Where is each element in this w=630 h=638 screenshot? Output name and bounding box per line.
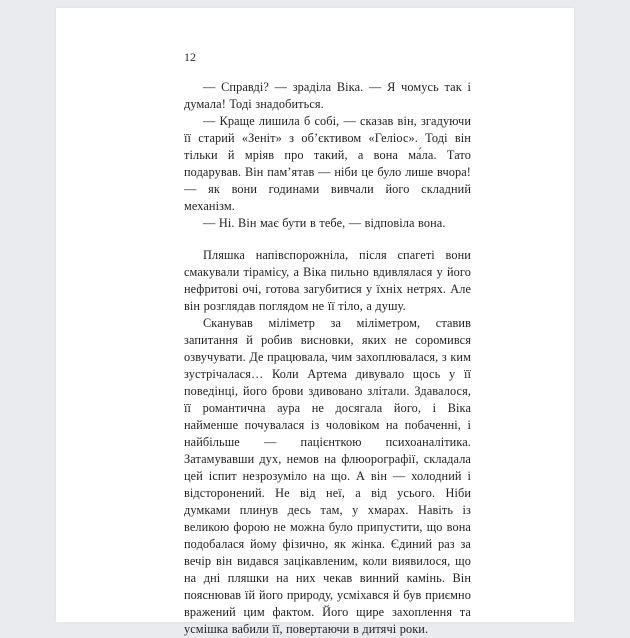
text-block — [184, 79, 471, 638]
paragraph: — Ні. Він має бути в тебе, — відповіла вона. — [203, 216, 446, 230]
page-number: 12 — [184, 50, 196, 64]
paragraph: Пляшка напівспорожніла, після спагеті вони смакували тірамісу, а Віка пильно вдивлялася у його нефритові очі, готова загубитися у їхніх нетрях. Але він розглядав поглядом не її тіло, а душу. — [184, 248, 471, 313]
paragraph: — Краще лишила б собі, — сказав він, згадуючи її старий «Зеніт» з об’єктивом «Геліос». Тоді він тільки й мріяв про такий, а вона ма́ла. Тато подарував. Він пам’ятав — ніби це було лише вчора! — як вони годинами вивчали його складний механізм. — [184, 114, 471, 213]
book-page — [56, 8, 574, 636]
paragraph: Сканував міліметр за міліметром, ставив запитання й робив висновки, яких не соромився озвучувати. Де працювала, чим захоплювалася, з ким зустрічалася… Коли Артема дивувало щось у її поведінці, його брови здивовано злітали. Здавалося, її романтична аура не досягала його, і Віка найменше почувалася із чоловіком на побаченні, і найбільше — пацієнткою психоаналітика. Затамувавши дух, немов на флюорографії, складала цей іспит незрозуміло на що. А він — холодний і відсторонений. Не від неї, а від усього. Ніби думками плинув десь там, у хмарах. Навіть із великою форою не можна було припустити, що вона подобалася йому фізично, як жінка. Єдиний раз за вечір він видався зацікавленим, коли виявилося, що на дні пляшки на них чекав винний камінь. Він пояснював їй його природу, усміхався й був приємно вражений цим фактом. Його щире захоплення та усмішка вабили її, повертаючи в дитячі роки. — [184, 316, 471, 636]
paragraph: — Справді? — зраділа Віка. — Я чомусь так і думала! Тоді знадобиться. — [184, 80, 471, 111]
